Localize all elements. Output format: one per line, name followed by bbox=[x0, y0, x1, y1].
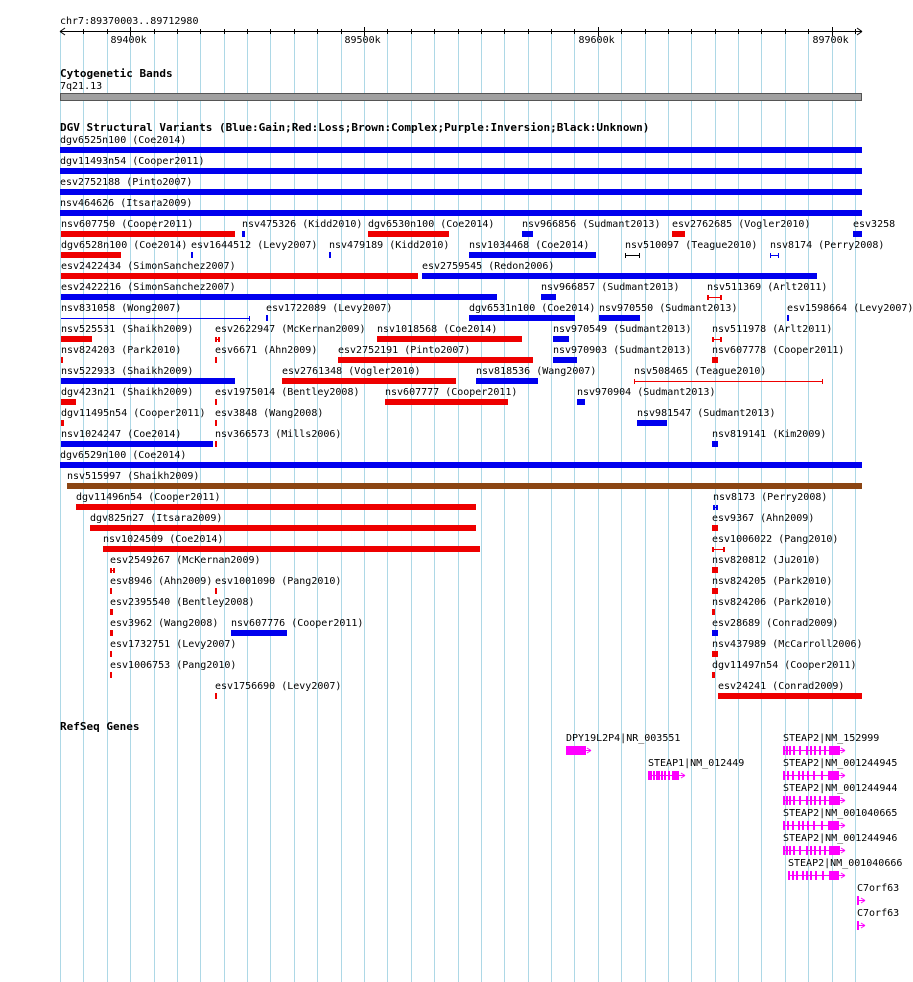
gene-exon bbox=[793, 746, 795, 755]
variant-label[interactable]: dgv6528n100 (Coe2014) bbox=[61, 240, 188, 251]
gene-exon bbox=[579, 746, 581, 755]
variant-label[interactable]: esv2422434 (SimonSanchez2007) bbox=[61, 261, 236, 272]
ruler-tick-label: 89600k bbox=[578, 35, 615, 46]
gene-exon bbox=[783, 746, 785, 755]
variant-label[interactable]: esv1756690 (Levy2007) bbox=[215, 681, 342, 692]
variant-glyph bbox=[712, 672, 715, 678]
gene-exon bbox=[824, 796, 826, 805]
variant-label[interactable]: esv28689 (Conrad2009) bbox=[712, 618, 839, 629]
variant-label[interactable]: nsv1024509 (Coe2014) bbox=[103, 534, 224, 545]
variant-label[interactable]: esv2422216 (SimonSanchez2007) bbox=[61, 282, 236, 293]
gene-exon bbox=[810, 846, 812, 855]
variant-glyph bbox=[215, 420, 217, 426]
gene-exon bbox=[664, 771, 666, 780]
variant-label[interactable]: esv8946 (Ahn2009) bbox=[110, 576, 213, 587]
variant-label[interactable]: esv1001090 (Pang2010) bbox=[215, 576, 342, 587]
variant-label[interactable]: nsv522933 (Shaikh2009) bbox=[61, 366, 194, 377]
cytoband-label: 7q21.13 bbox=[60, 81, 103, 92]
refseq-track-title: RefSeq Genes bbox=[60, 720, 140, 733]
variant-glyph bbox=[61, 357, 63, 363]
gene-exon bbox=[802, 771, 804, 780]
gene-exon bbox=[814, 846, 816, 855]
gene-exon bbox=[824, 846, 826, 855]
variant-glyph bbox=[61, 441, 213, 447]
gene-exon bbox=[829, 796, 840, 805]
variant-label[interactable]: nsv824206 (Park2010) bbox=[712, 597, 833, 608]
variant-label[interactable]: esv2762685 (Vogler2010) bbox=[672, 219, 811, 230]
variant-label[interactable]: nsv966856 (Sudmant2013) bbox=[522, 219, 661, 230]
gene-exon bbox=[810, 796, 812, 805]
variant-label[interactable]: nsv1018568 (Coe2014) bbox=[377, 324, 498, 335]
variant-label[interactable]: dgv11496n54 (Cooper2011) bbox=[76, 492, 221, 503]
dgv-track-title: DGV Structural Variants (Blue:Gain;Red:Loss;Brown:Complex;Purple:Inversion;Black:Unknown) bbox=[60, 121, 650, 134]
gene-exon bbox=[810, 871, 812, 880]
variant-glyph bbox=[76, 504, 476, 510]
variant-glyph bbox=[266, 315, 268, 321]
variant-label[interactable]: nsv511978 (Arlt2011) bbox=[712, 324, 833, 335]
variant-label[interactable]: nsv525531 (Shaikh2009) bbox=[61, 324, 194, 335]
gene-exon bbox=[796, 871, 798, 880]
variant-glyph bbox=[338, 357, 533, 363]
variant-glyph bbox=[60, 168, 862, 174]
variant-label[interactable]: nsv818536 (Wang2007) bbox=[476, 366, 597, 377]
variant-glyph bbox=[712, 609, 715, 615]
variant-label[interactable]: nsv981547 (Sudmant2013) bbox=[637, 408, 776, 419]
variant-glyph bbox=[215, 588, 217, 594]
gene-exon bbox=[786, 796, 788, 805]
variant-label[interactable]: esv2395540 (Bentley2008) bbox=[110, 597, 255, 608]
gene-exon bbox=[788, 871, 790, 880]
variant-label[interactable]: esv1644512 (Levy2007) bbox=[191, 240, 318, 251]
variant-label[interactable]: esv2761348 (Vogler2010) bbox=[282, 366, 421, 377]
variant-glyph bbox=[90, 525, 476, 531]
variant-label[interactable]: nsv475326 (Kidd2010) bbox=[242, 219, 363, 230]
variant-label[interactable]: nsv464626 (Itsara2009) bbox=[60, 198, 193, 209]
gene-exon bbox=[798, 771, 800, 780]
variant-glyph bbox=[60, 189, 862, 195]
gene-exon bbox=[821, 821, 823, 830]
gene-exon bbox=[822, 871, 824, 880]
gene-exon bbox=[798, 821, 800, 830]
gene-exon bbox=[829, 846, 840, 855]
gene-exon bbox=[819, 846, 821, 855]
gene-exon bbox=[581, 746, 586, 755]
gene-exon bbox=[806, 746, 808, 755]
gene-exon bbox=[813, 771, 815, 780]
gene-exon bbox=[806, 871, 808, 880]
variant-label[interactable]: nsv1024247 (Coe2014) bbox=[61, 429, 182, 440]
variant-glyph bbox=[61, 231, 235, 237]
variant-glyph bbox=[577, 399, 585, 405]
variant-glyph bbox=[522, 231, 533, 237]
variant-label[interactable]: esv1006022 (Pang2010) bbox=[712, 534, 839, 545]
variant-glyph bbox=[385, 399, 508, 405]
gene-exon bbox=[783, 821, 785, 830]
ruler-tick-label: 89500k bbox=[344, 35, 381, 46]
variant-glyph bbox=[110, 630, 113, 636]
variant-label[interactable]: nsv508465 (Teague2010) bbox=[634, 366, 767, 377]
variant-label[interactable]: dgv6531n100 (Coe2014) bbox=[469, 303, 596, 314]
variant-label[interactable]: nsv970904 (Sudmant2013) bbox=[577, 387, 716, 398]
gene-exon bbox=[573, 746, 575, 755]
gene-label[interactable]: DPY19L2P4|NR_003551 bbox=[566, 733, 681, 744]
gene-exon bbox=[656, 771, 658, 780]
gene-label[interactable]: C7orf63 bbox=[857, 908, 900, 919]
variant-glyph bbox=[712, 357, 718, 363]
variant-label[interactable]: esv2622947 (McKernan2009) bbox=[215, 324, 366, 335]
gene-exon bbox=[806, 846, 808, 855]
variant-glyph bbox=[672, 231, 685, 237]
gene-exon bbox=[828, 821, 839, 830]
variant-label[interactable]: esv3962 (Wang2008) bbox=[110, 618, 219, 629]
variant-label[interactable]: esv2549267 (McKernan2009) bbox=[110, 555, 261, 566]
variant-label[interactable]: nsv479189 (Kidd2010) bbox=[329, 240, 450, 251]
gene-exon bbox=[806, 796, 808, 805]
variant-label[interactable]: nsv8173 (Perry2008) bbox=[713, 492, 828, 503]
gene-label[interactable]: STEAP2|NM_001244946 bbox=[783, 833, 898, 844]
variant-glyph bbox=[553, 336, 569, 342]
variant-label[interactable]: esv1975014 (Bentley2008) bbox=[215, 387, 360, 398]
gene-exon bbox=[793, 796, 795, 805]
gene-label[interactable]: STEAP2|NM_152999 bbox=[783, 733, 880, 744]
variant-glyph bbox=[110, 651, 112, 657]
gene-exon bbox=[819, 746, 821, 755]
gene-exon bbox=[783, 771, 785, 780]
variant-glyph bbox=[599, 315, 640, 321]
gene-exon bbox=[807, 771, 809, 780]
gene-label[interactable]: STEAP1|NM_012449 bbox=[648, 758, 745, 769]
gene-exon bbox=[789, 796, 791, 805]
gene-exon bbox=[829, 746, 840, 755]
variant-label[interactable]: esv6671 (Ahn2009) bbox=[215, 345, 318, 356]
gene-exon bbox=[789, 846, 791, 855]
variant-glyph bbox=[191, 252, 193, 258]
variant-glyph bbox=[61, 399, 76, 405]
location-label: chr7:89370003..89712980 bbox=[60, 16, 199, 27]
gene-exon bbox=[792, 821, 794, 830]
gene-exon bbox=[648, 771, 650, 780]
variant-glyph bbox=[787, 315, 789, 321]
gene-exon bbox=[802, 871, 804, 880]
variant-label[interactable]: esv1598664 (Levy2007) bbox=[787, 303, 913, 314]
variant-glyph bbox=[469, 252, 596, 258]
gene-exon bbox=[807, 821, 809, 830]
variant-label[interactable]: esv24241 (Conrad2009) bbox=[718, 681, 845, 692]
variant-glyph bbox=[110, 609, 113, 615]
variant-glyph bbox=[61, 378, 235, 384]
variant-glyph bbox=[215, 357, 217, 363]
gene-exon bbox=[857, 896, 859, 905]
variant-glyph bbox=[110, 672, 112, 678]
variant-glyph bbox=[215, 399, 217, 405]
variant-glyph bbox=[422, 273, 817, 279]
variant-label[interactable]: dgv825n27 (Itsara2009) bbox=[90, 513, 223, 524]
variant-glyph bbox=[231, 630, 287, 636]
variant-label[interactable]: nsv970549 (Sudmant2013) bbox=[553, 324, 692, 335]
variant-glyph bbox=[110, 588, 112, 594]
variant-glyph bbox=[242, 231, 245, 237]
variant-label[interactable]: esv1732751 (Levy2007) bbox=[110, 639, 237, 650]
variant-label[interactable]: esv3258 bbox=[853, 219, 896, 230]
gene-exon bbox=[783, 796, 785, 805]
gene-exon bbox=[828, 771, 839, 780]
gene-exon bbox=[792, 871, 794, 880]
variant-label[interactable]: nsv607750 (Cooper2011) bbox=[61, 219, 194, 230]
ruler-tick-label: 89400k bbox=[110, 35, 147, 46]
gene-exon bbox=[786, 746, 788, 755]
gene-exon bbox=[814, 746, 816, 755]
gene-exon bbox=[787, 771, 789, 780]
variant-label[interactable]: dgv11493n54 (Cooper2011) bbox=[60, 156, 205, 167]
gene-exon bbox=[815, 871, 817, 880]
variant-glyph bbox=[282, 378, 456, 384]
gene-label[interactable]: STEAP2|NM_001244944 bbox=[783, 783, 898, 794]
gene-exon bbox=[571, 746, 573, 755]
variant-label[interactable]: nsv970550 (Sudmant2013) bbox=[599, 303, 738, 314]
gene-exon bbox=[650, 771, 652, 780]
variant-label[interactable]: nsv824205 (Park2010) bbox=[712, 576, 833, 587]
gene-label[interactable]: C7orf63 bbox=[857, 883, 900, 894]
variant-label[interactable]: esv1006753 (Pang2010) bbox=[110, 660, 237, 671]
variant-label[interactable]: dgv6530n100 (Coe2014) bbox=[368, 219, 495, 230]
variant-label[interactable]: nsv366573 (Mills2006) bbox=[215, 429, 342, 440]
variant-label[interactable]: nsv819141 (Kim2009) bbox=[712, 429, 827, 440]
variant-glyph bbox=[553, 357, 577, 363]
variant-label[interactable]: nsv824203 (Park2010) bbox=[61, 345, 182, 356]
variant-glyph bbox=[476, 378, 538, 384]
variant-glyph bbox=[60, 210, 862, 216]
variant-glyph bbox=[718, 693, 862, 699]
variant-glyph bbox=[61, 273, 418, 279]
variant-glyph bbox=[215, 441, 217, 447]
variant-label[interactable]: dgv11495n54 (Cooper2011) bbox=[61, 408, 206, 419]
gene-exon bbox=[814, 796, 816, 805]
gene-label[interactable]: STEAP2|NM_001040666 bbox=[788, 858, 903, 869]
gene-exon bbox=[819, 796, 821, 805]
variant-label[interactable]: nsv510097 (Teague2010) bbox=[625, 240, 758, 251]
variant-glyph bbox=[60, 147, 862, 153]
variant-label[interactable]: dgv6525n100 (Coe2014) bbox=[60, 135, 187, 146]
variant-glyph bbox=[61, 294, 497, 300]
variant-label[interactable]: nsv970903 (Sudmant2013) bbox=[553, 345, 692, 356]
variant-glyph bbox=[368, 231, 449, 237]
variant-label[interactable]: esv9367 (Ahn2009) bbox=[712, 513, 815, 524]
gene-exon bbox=[569, 746, 571, 755]
variant-glyph bbox=[67, 483, 862, 489]
variant-glyph bbox=[329, 252, 331, 258]
variant-glyph bbox=[469, 315, 575, 321]
variant-label[interactable]: nsv607776 (Cooper2011) bbox=[231, 618, 364, 629]
gene-exon bbox=[821, 771, 823, 780]
gene-exon bbox=[802, 821, 804, 830]
variant-glyph bbox=[712, 651, 718, 657]
gene-exon bbox=[857, 921, 859, 930]
gene-label[interactable]: STEAP2|NM_001244945 bbox=[783, 758, 898, 769]
gene-exon bbox=[829, 871, 839, 880]
variant-glyph bbox=[541, 294, 556, 300]
gene-exon bbox=[799, 746, 801, 755]
variant-glyph bbox=[712, 588, 718, 594]
variant-glyph bbox=[61, 252, 121, 258]
variant-label[interactable]: esv2752191 (Pinto2007) bbox=[338, 345, 471, 356]
variant-glyph bbox=[712, 630, 718, 636]
cytoband-track-title: Cytogenetic Bands bbox=[60, 67, 173, 80]
variant-label[interactable]: nsv8174 (Perry2008) bbox=[770, 240, 885, 251]
gene-exon bbox=[783, 846, 785, 855]
variant-label[interactable]: esv2759545 (Redon2006) bbox=[422, 261, 555, 272]
variant-label[interactable]: nsv607777 (Cooper2011) bbox=[385, 387, 518, 398]
variant-label[interactable]: nsv831058 (Wong2007) bbox=[61, 303, 182, 314]
variant-glyph bbox=[61, 420, 64, 426]
variant-label[interactable]: nsv515997 (Shaikh2009) bbox=[67, 471, 200, 482]
variant-label[interactable]: nsv966857 (Sudmant2013) bbox=[541, 282, 680, 293]
variant-glyph bbox=[215, 693, 217, 699]
gene-exon bbox=[653, 771, 655, 780]
variant-label[interactable]: esv3848 (Wang2008) bbox=[215, 408, 324, 419]
variant-label[interactable]: nsv437989 (McCarroll2006) bbox=[712, 639, 863, 650]
variant-glyph bbox=[60, 462, 862, 468]
variant-label[interactable]: dgv423n21 (Shaikh2009) bbox=[61, 387, 194, 398]
gene-exon bbox=[668, 771, 670, 780]
variant-glyph bbox=[377, 336, 522, 342]
variant-label[interactable]: nsv607778 (Cooper2011) bbox=[712, 345, 845, 356]
variant-label[interactable]: esv1722089 (Levy2007) bbox=[266, 303, 393, 314]
variant-glyph bbox=[61, 336, 92, 342]
gene-exon bbox=[661, 771, 663, 780]
gene-exon bbox=[786, 846, 788, 855]
gene-exon bbox=[577, 746, 579, 755]
gene-exon bbox=[793, 846, 795, 855]
gene-exon bbox=[810, 746, 812, 755]
gene-label[interactable]: STEAP2|NM_001040665 bbox=[783, 808, 898, 819]
variant-label[interactable]: nsv1034468 (Coe2014) bbox=[469, 240, 590, 251]
variant-glyph bbox=[103, 546, 480, 552]
variant-glyph bbox=[712, 525, 718, 531]
variant-label[interactable]: esv2752188 (Pinto2007) bbox=[60, 177, 193, 188]
gene-exon bbox=[787, 821, 789, 830]
gene-exon bbox=[792, 771, 794, 780]
gene-exon bbox=[824, 746, 826, 755]
gene-exon bbox=[789, 746, 791, 755]
variant-label[interactable]: nsv820812 (Ju2010) bbox=[712, 555, 821, 566]
variant-glyph bbox=[712, 441, 718, 447]
variant-label[interactable]: dgv11497n54 (Cooper2011) bbox=[712, 660, 857, 671]
gene-exon bbox=[813, 821, 815, 830]
gene-exon bbox=[799, 846, 801, 855]
variant-glyph bbox=[853, 231, 862, 237]
gene-exon bbox=[799, 796, 801, 805]
variant-label[interactable]: nsv511369 (Arlt2011) bbox=[707, 282, 828, 293]
ruler-tick-label: 89700k bbox=[812, 35, 849, 46]
gene-exon bbox=[658, 771, 660, 780]
gene-exon bbox=[672, 771, 679, 780]
variant-glyph bbox=[637, 420, 667, 426]
variant-label[interactable]: dgv6529n100 (Coe2014) bbox=[60, 450, 187, 461]
variant-glyph bbox=[712, 567, 718, 573]
